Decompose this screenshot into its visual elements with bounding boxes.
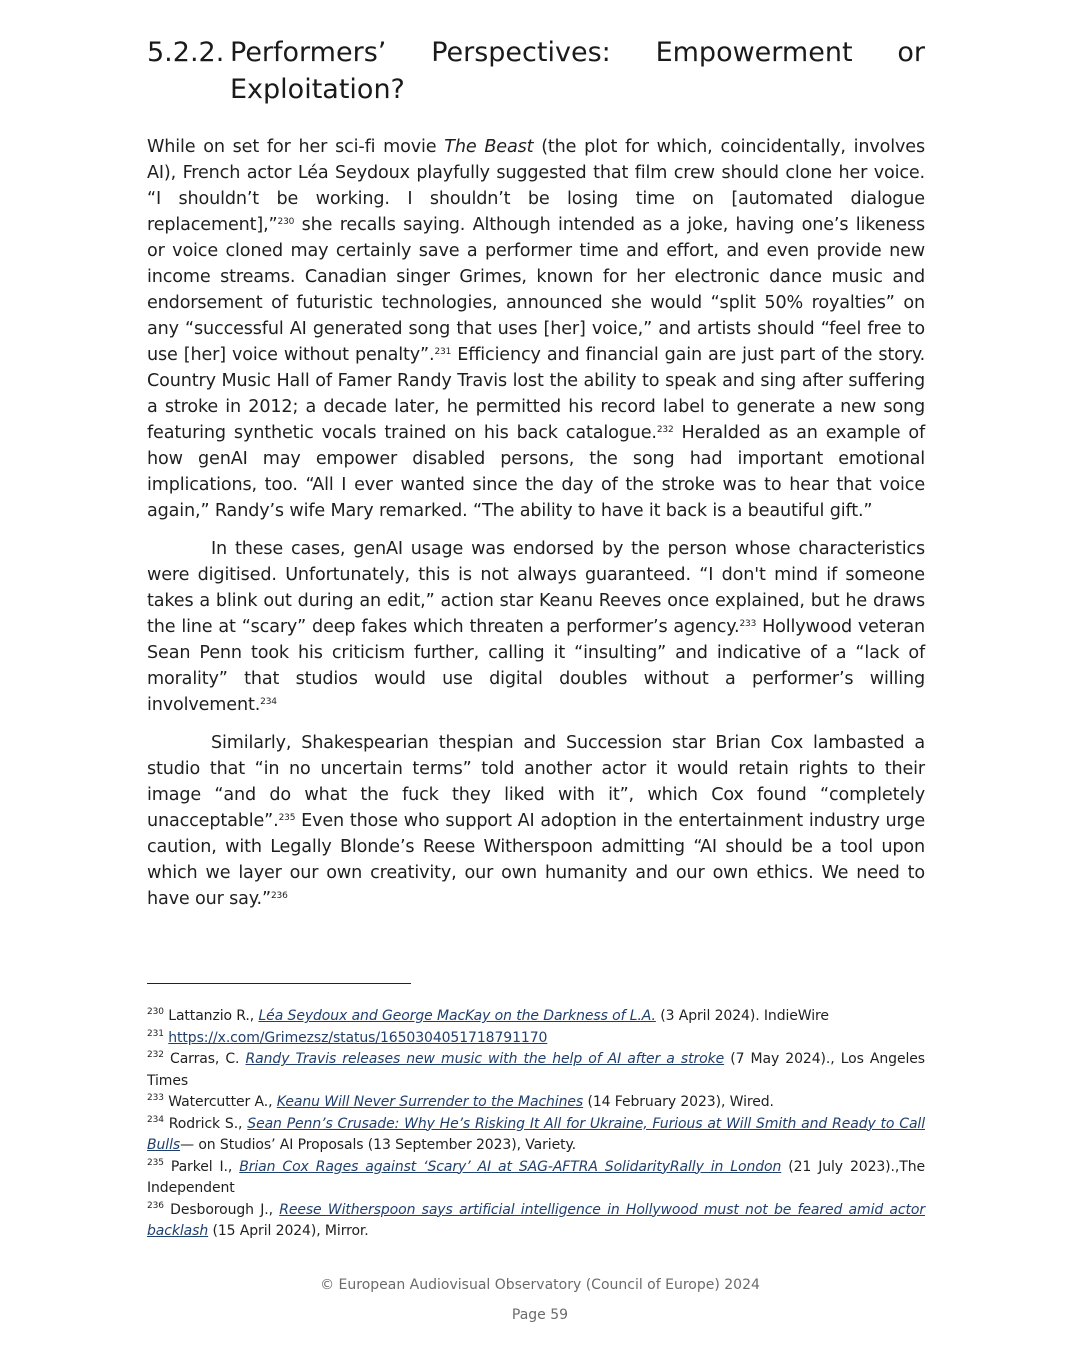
section-number: 5.2.2. [147, 37, 225, 68]
footnote-ref-233[interactable]: 233 [739, 619, 757, 629]
footnote-number: 232 [147, 1050, 164, 1060]
paragraph-text: (the plot for which, coincidentally, involves AI), French actor Léa Seydoux playfully suggested that film crew should clone her voice. “I shouldn’t be working. I shouldn’t be losing time on [automated dialogue replacement],” [147, 137, 925, 235]
footnote-ref-234[interactable]: 234 [260, 697, 277, 707]
paragraph-text: Even those who support AI adoption in the entertainment industry urge caution, with Legally Blonde’s Reese Witherspoon admitting “AI should be a tool upon which we layer our own creativity, our own humanity and our own ethics. We need to have our say.” [147, 811, 925, 909]
section-title-line-2: Exploitation? [230, 74, 405, 105]
footnote-number: 230 [147, 1007, 164, 1017]
footnote-ref-231[interactable]: 231 [434, 347, 452, 357]
footnote-text: (15 April 2024), Mirror. [208, 1223, 369, 1239]
footnote-text: (21 July 2023).,The Independent [147, 1158, 925, 1196]
paragraph-text: she recalls saying. Although intended as a joke, having one’s likeness or voice cloned may certainly save a performer time and effort, and even provide new income streams. Canadian singer Grimes, known for her electronic dance music and endorsement of futuristic technologies, announced she would “split 50% royalties” on any “successful AI generated song that uses [her] voice,” and artists should “feel free to use [her] voice without penalty”. [147, 215, 925, 365]
footnote-235 [147, 1157, 925, 1200]
footnote-ref-230[interactable]: 230 [277, 217, 295, 227]
paragraph-text: In these cases, genAI usage was endorsed by the person whose characteristics were digitised. Unfortunately, this is not always guaranteed. “I don't mind if someone takes a blink out during an edit,” action star Keanu Reeves once explained, but he draws the line at “scary” deep fakes which threaten a performer’s agency. [147, 539, 925, 637]
paragraph-1 [147, 134, 925, 524]
footnote-text: (7 May 2024)., Los Angeles Times [147, 1051, 925, 1089]
paragraph-text: Similarly, Shakespearian thespian and Succession star Brian Cox lambasted a studio that “in no uncertain terms” told another actor it would retain rights to their image “and do what the fuck they liked with it”, which Cox found “completely unacceptable”. [147, 733, 925, 831]
paragraph-text: Efficiency and financial gain are just part of the story. Country Music Hall of Famer Randy Travis lost the ability to speak and sing after suffering a stroke in 2012; a decade later, he permitted his record label to generate a new song featuring synthetic vocals trained on his back catalogue. [147, 345, 926, 443]
footnote-ref-232[interactable]: 232 [656, 425, 674, 435]
footnote-number: 236 [147, 1200, 164, 1211]
footnotes [147, 1006, 925, 1243]
footnote-link[interactable]: https://x.com/Grimezsz/status/1650304051718791170 [168, 1029, 548, 1046]
copyright-footer: © European Audiovisual Observatory (Council of Europe) 2024 [320, 1277, 760, 1293]
footnote-text: (14 February 2023), Wired. [583, 1094, 774, 1110]
footnote-236 [147, 1200, 925, 1243]
footnote-text: Carras, C. [163, 1051, 246, 1067]
section-heading [147, 34, 925, 108]
footnote-232 [147, 1049, 925, 1092]
footnote-text: (3 April 2024). IndieWire [655, 1008, 829, 1024]
paragraph-3 [147, 730, 925, 912]
footnote-number: 231 [147, 1028, 164, 1039]
footnote-link[interactable]: Randy Travis releases new music with the help of AI after a stroke [245, 1051, 725, 1067]
footnote-number: 235 [147, 1157, 164, 1168]
footnote-text: Lattanzio R., [163, 1008, 259, 1024]
footnote-link[interactable]: Sean Penn’s Crusade: Why He’s Risking It All for Ukraine, Furious at Will Smith and Ready to Call Bulls [147, 1115, 925, 1153]
footnote-text: Rodrick S., [163, 1115, 248, 1132]
footnote-text: Watercutter A., [163, 1094, 277, 1110]
footnote-link[interactable]: Léa Seydoux and George MacKay on the Darkness of L.A. [258, 1008, 656, 1024]
footnote-number: 233 [147, 1093, 164, 1103]
footnote-number: 234 [147, 1114, 164, 1125]
section-title-line-1: Performers’ Perspectives: Empowerment or [230, 37, 925, 68]
page-content [147, 34, 925, 924]
paragraph-text: Hollywood veteran Sean Penn took his criticism further, calling it “insulting” and indicative of a “lack of morality” that studios would use digital doubles without a performer’s willing involvement. [147, 617, 925, 715]
footnote-text: Desborough J., [163, 1201, 280, 1218]
footnote-link[interactable]: Reese Witherspoon says artificial intelligence in Hollywood must not be feared amid actor backlash [147, 1201, 925, 1239]
footnote-text: — on Studios’ AI Proposals (13 September 2023), Variety. [180, 1137, 577, 1153]
movie-title: The Beast [444, 137, 534, 157]
footnote-separator [147, 983, 411, 984]
footnote-230 [147, 1006, 925, 1028]
footnote-text: Parkel I., [163, 1158, 240, 1175]
footnote-ref-235[interactable]: 235 [278, 813, 296, 823]
footnote-link[interactable]: Keanu Will Never Surrender to the Machines [276, 1094, 584, 1110]
page-number: Page 59 [511, 1307, 569, 1323]
footnote-233 [147, 1092, 925, 1114]
footnote-ref-236[interactable]: 236 [270, 891, 288, 901]
section-title [230, 34, 925, 108]
footnote-231 [147, 1028, 925, 1050]
footnote-234 [147, 1114, 925, 1157]
paragraph-text: While on set for her sci-fi movie [147, 137, 445, 157]
footnote-link[interactable]: Brian Cox Rages against ‘Scary’ AI at SAG-AFTRA SolidarityRally in London [239, 1158, 782, 1175]
paragraph-text: Heralded as an example of how genAI may empower disabled persons, the song had important emotional implications, too. “All I ever wanted since the day of the stroke was to hear that voice again,” Randy’s wife Mary remarked. “The ability to have it back is a beautiful gift.” [147, 423, 926, 521]
paragraph-2 [147, 536, 925, 718]
